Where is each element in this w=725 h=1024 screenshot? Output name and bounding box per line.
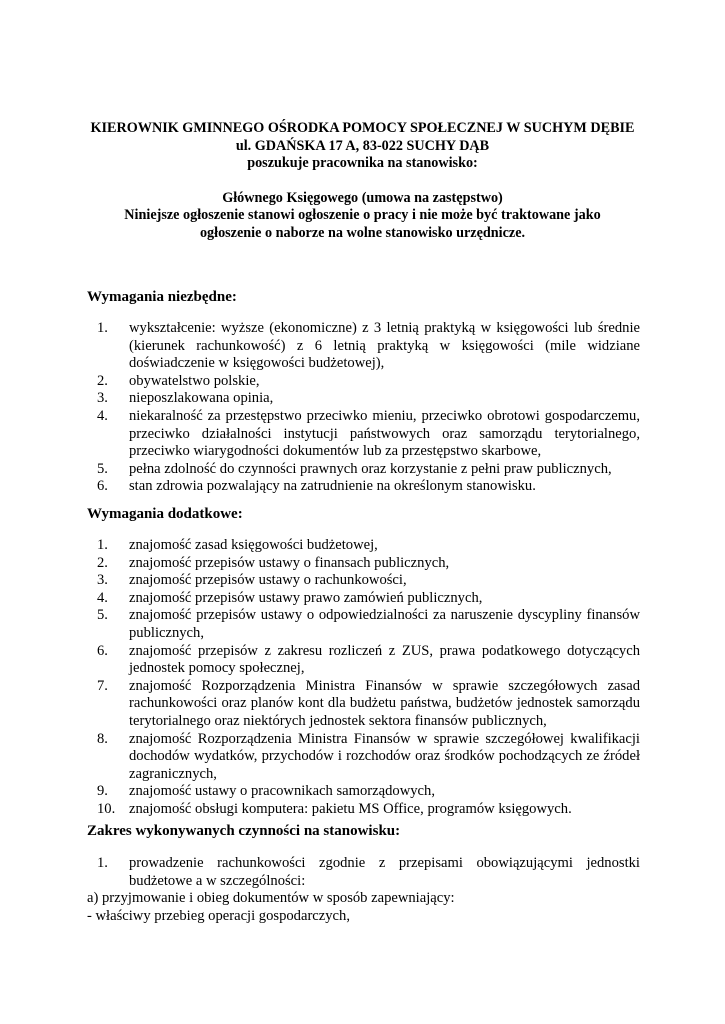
list-item: 9. znajomość ustawy o pracownikach samorządowych, [97, 783, 435, 800]
position-title: Głównego Księgowego (umowa na zastępstwo) [222, 189, 503, 206]
list-item: 1. znajomość zasad księgowości budżetowej, [97, 537, 378, 553]
list-item: 4. znajomość przepisów ustawy prawo zamówień publicznych, [97, 589, 483, 606]
list-item: 1. wykształcenie: wyższe (ekonomiczne) z 3 letnią praktyką w księgowości lub średnie (kierunek rachunkowość) z 6 letnią praktyką w księgowości (mile widziane doświadczenie w księgowości budżetowej), [97, 320, 640, 372]
required-list [87, 320, 640, 496]
duty-subpoint-a: a) przyjmowanie i obieg dokumentów w sposób zapewniający: [87, 890, 455, 906]
list-item: 8. znajomość Rozporządzenia Ministra Finansów w sprawie szczegółowej kwalifikacji dochodów wydatków, przychodów i rozchodów oraz środków pochodzących ze źródeł zagranicznych, [97, 730, 640, 782]
institution-name: KIEROWNIK GMINNEGO OŚRODKA POMOCY SPOŁECZNEJ W SUCHYM DĘBIE [90, 120, 635, 136]
required-section-title: Wymagania niezbędne: [87, 289, 237, 305]
notice-disclaimer-line-2: ogłoszenie o naborze na wolne stanowisko urzędnicze. [199, 224, 526, 241]
institution-address: ul. GDAŃSKA 17 A, 83-022 SUCHY DĄB [235, 137, 490, 154]
list-item: 5. znajomość przepisów ustawy o odpowiedzialności za naruszenie dyscypliny finansów publicznych, [97, 607, 640, 641]
list-item: 5. pełna zdolność do czynności prawnych oraz korzystanie z pełni praw publicznych, [97, 460, 612, 477]
list-item: 1. prowadzenie rachunkowości zgodnie z przepisami obowiązującymi jednostki budżetowe a w szczególności: [97, 855, 640, 889]
duty-subpoint-dash: - właściwy przebieg operacji gospodarczych, [87, 908, 350, 924]
additional-list [87, 537, 640, 819]
list-item: 3. znajomość przepisów ustawy o rachunkowości, [97, 572, 407, 589]
duties-list [87, 855, 640, 890]
document-header [60, 120, 665, 242]
notice-disclaimer-line-1: Niniejsze ogłoszenie stanowi ogłoszenie o pracy i nie może być traktowane jako [124, 207, 601, 223]
list-item: 3. nieposzlakowana opinia, [97, 390, 274, 407]
seeking-line: poszukuje pracownika na stanowisko: [247, 155, 478, 171]
list-item: 7. znajomość Rozporządzenia Ministra Finansów w sprawie szczegółowych zasad rachunkowości oraz planów kont dla budżetu państwa, budżetów jednostek samorządu terytorialnego oraz niektórych jednostek sektora finansów publicznych, [97, 677, 640, 729]
list-item: 6. stan zdrowia pozwalający na zatrudnienie na określonym stanowisku. [97, 478, 536, 495]
list-item: 2. obywatelstwo polskie, [97, 372, 260, 389]
list-item: 2. znajomość przepisów ustawy o finansach publicznych, [97, 554, 450, 571]
duties-section-title: Zakres wykonywanych czynności na stanowisku: [87, 823, 401, 839]
list-item: 10. znajomość obsługi komputera: pakietu MS Office, programów księgowych. [97, 800, 572, 817]
additional-section-title: Wymagania dodatkowe: [87, 506, 243, 522]
list-item: 6. znajomość przepisów z zakresu rozliczeń z ZUS, prawa podatkowego dotyczących jednostek pomocy społecznej, [97, 642, 640, 677]
list-item: 4. niekaralność za przestępstwo przeciwko mieniu, przeciwko obrotowi gospodarczemu, przeciwko działalności instytucji państwowych oraz samorządu terytorialnego, przeciwko wiarygodności dokumentów lub za przestępstwo skarbowe, [97, 407, 640, 460]
